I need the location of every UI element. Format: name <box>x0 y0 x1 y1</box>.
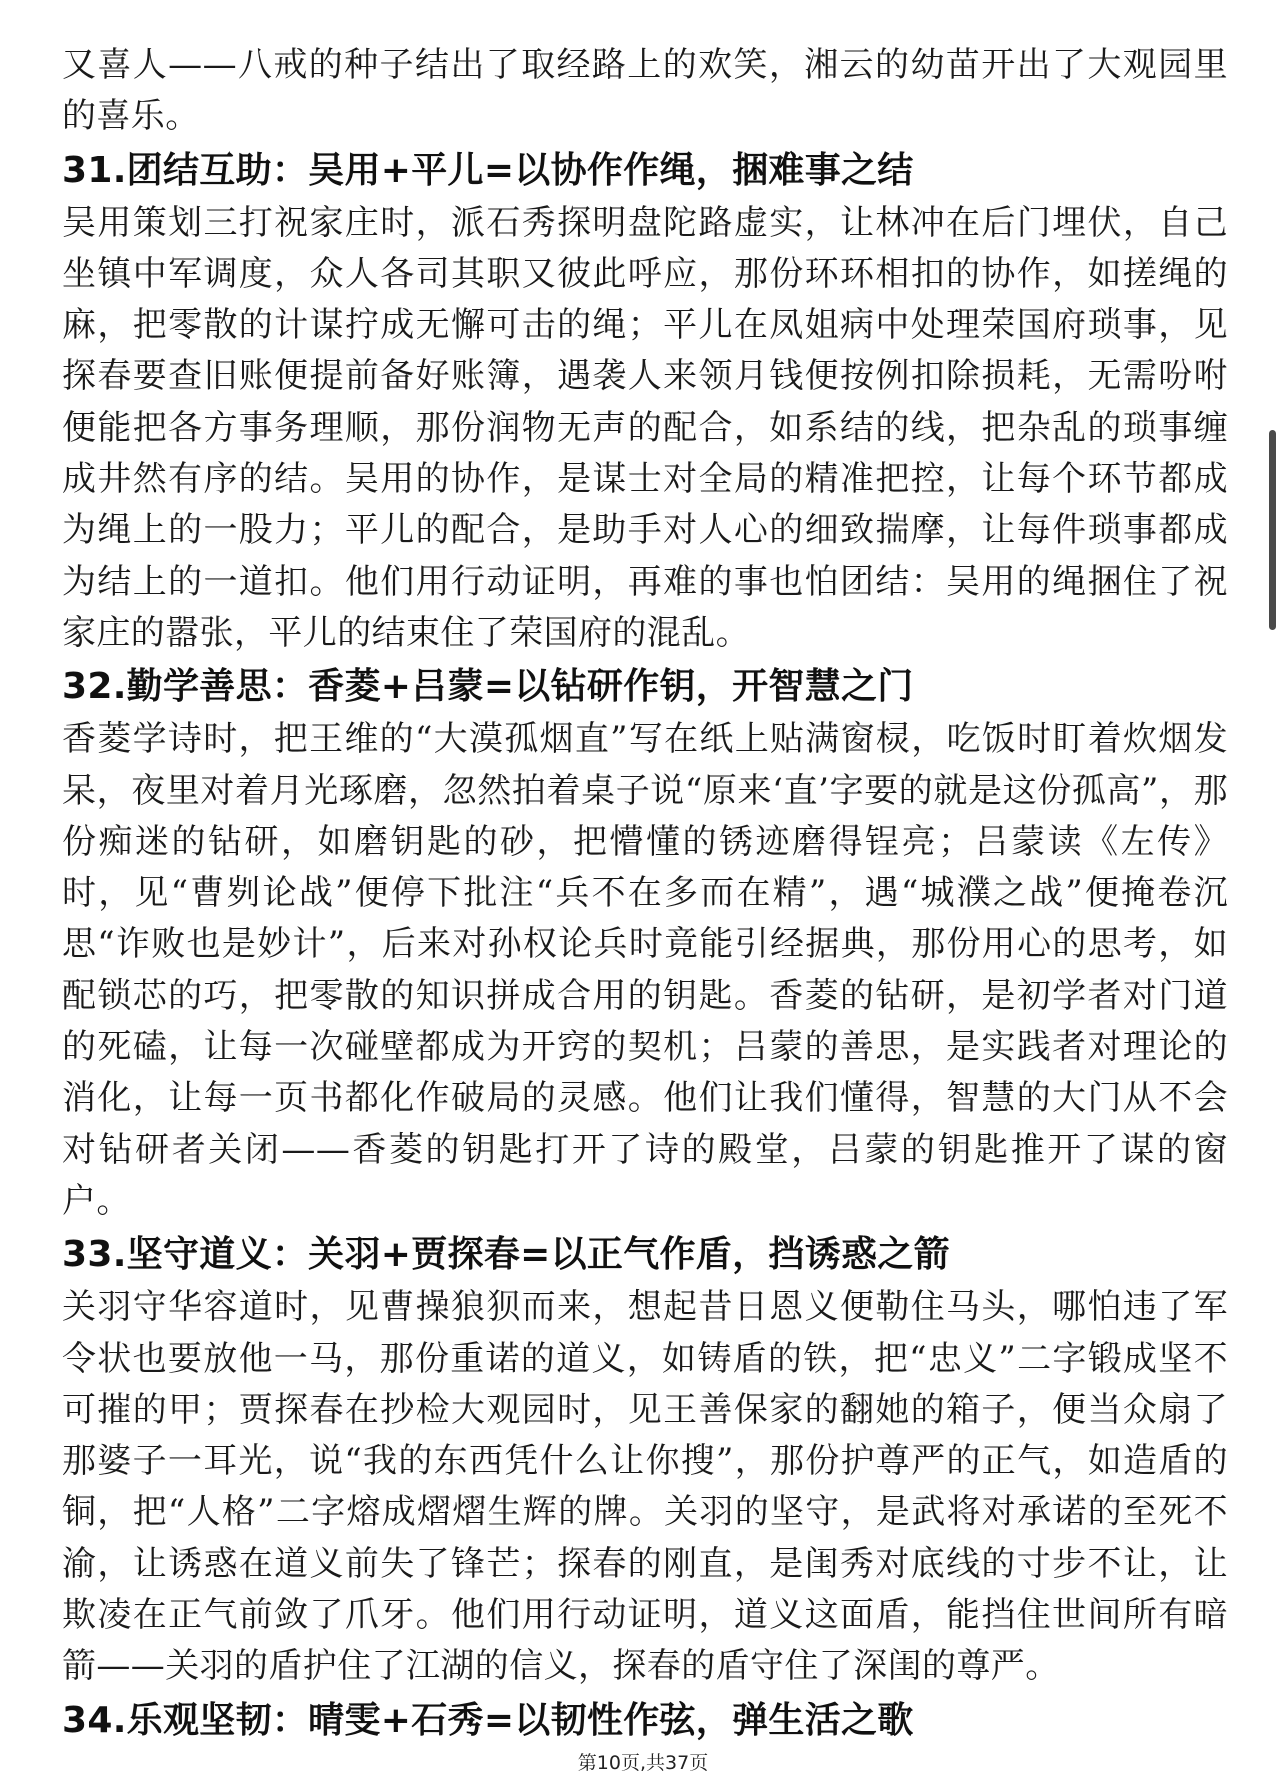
section-33-body: 关羽守华容道时，见曹操狼狈而来，想起昔日恩义便勒住马头，哪怕违了军令状也要放他一马，那份重诺的道义，如铸盾的铁，把“忠义”二字锻成坚不可摧的甲；贾探春在抄检大观园时，见王善保家的翻她的箱子，便当众扇了那婆子一耳光，说“我的东西凭什么让你搜”，那份护尊严的正气，如造盾的铜，把“人格”二字熔成熠熠生辉的牌。关羽的坚守，是武将对承诺的至死不渝，让诱惑在道义前失了锋芒；探春的刚直，是闺秀对底线的寸步不让，让欺凌在正气前敛了爪牙。他们用行动证明，道义这面盾，能挡住世间所有暗箭——关羽的盾护住了江湖的信义，探春的盾守住了深闺的尊严。 <box>62 1287 1228 1687</box>
page-number: 第10页,共37页 <box>577 1752 709 1774</box>
intro-paragraph: 又喜人——八戒的种子结出了取经路上的欢笑，湘云的幼苗开出了大观园里的喜乐。 <box>62 45 1228 137</box>
section-34-heading: 34.乐观坚韧：晴雯+石秀=以韧性作弦，弹生活之歌 <box>62 1699 914 1741</box>
section-32-heading: 32.勤学善思：香菱+吕蒙=以钻研作钥，开智慧之门 <box>62 666 914 708</box>
section-31-heading: 31.团结互助：吴用+平儿=以协作作绳，捆难事之结 <box>62 149 914 191</box>
section-31-body: 吴用策划三打祝家庄时，派石秀探明盘陀路虚实，让林冲在后门埋伏，自己坐镇中军调度，众人各司其职又彼此呼应，那份环环相扣的协作，如搓绳的麻，把零散的计谋拧成无懈可击的绳；平儿在凤姐病中处理荣国府琐事，见探春要查旧账便提前备好账簿，遇袭人来领月钱便按例扣除损耗，无需吩咐便能把各方事务理顺，那份润物无声的配合，如系结的线，把杂乱的琐事缠成井然有序的结。吴用的协作，是谋士对全局的精准把控，让每个环节都成为绳上的一股力；平儿的配合，是助手对人心的细致揣摩，让每件琐事都成为结上的一道扣。他们用行动证明，再难的事也怕团结：吴用的绳捆住了祝家庄的嚣张，平儿的结束住了荣国府的混乱。 <box>62 202 1228 653</box>
section-33-heading: 33.坚守道义：关羽+贾探春=以正气作盾，挡诱惑之箭 <box>62 1234 950 1276</box>
scrollbar-thumb[interactable] <box>1269 430 1276 630</box>
section-32-body: 香菱学诗时，把王维的“大漠孤烟直”写在纸上贴满窗棂，吃饭时盯着炊烟发呆，夜里对着月光琢磨，忽然拍着桌子说“原来‘直’字要的就是这份孤高”，那份痴迷的钻研，如磨钥匙的砂，把懵懂的锈迹磨得锃亮；吕蒙读《左传》时，见“曹刿论战”便停下批注“兵不在多而在精”，遇“城濮之战”便掩卷沉思“诈败也是妙计”，后来对孙权论兵时竟能引经据典，那份用心的思考，如配锁芯的巧，把零散的知识拼成合用的钥匙。香菱的钻研，是初学者对门道的死磕，让每一次碰壁都成为开窍的契机；吕蒙的善思，是实践者对理论的消化，让每一页书都化作破局的灵感。他们让我们懂得，智慧的大门从不会对钻研者关闭——香菱的钥匙打开了诗的殿堂，吕蒙的钥匙推开了谋的窗户。 <box>62 719 1228 1221</box>
document-page <box>62 40 1228 1748</box>
